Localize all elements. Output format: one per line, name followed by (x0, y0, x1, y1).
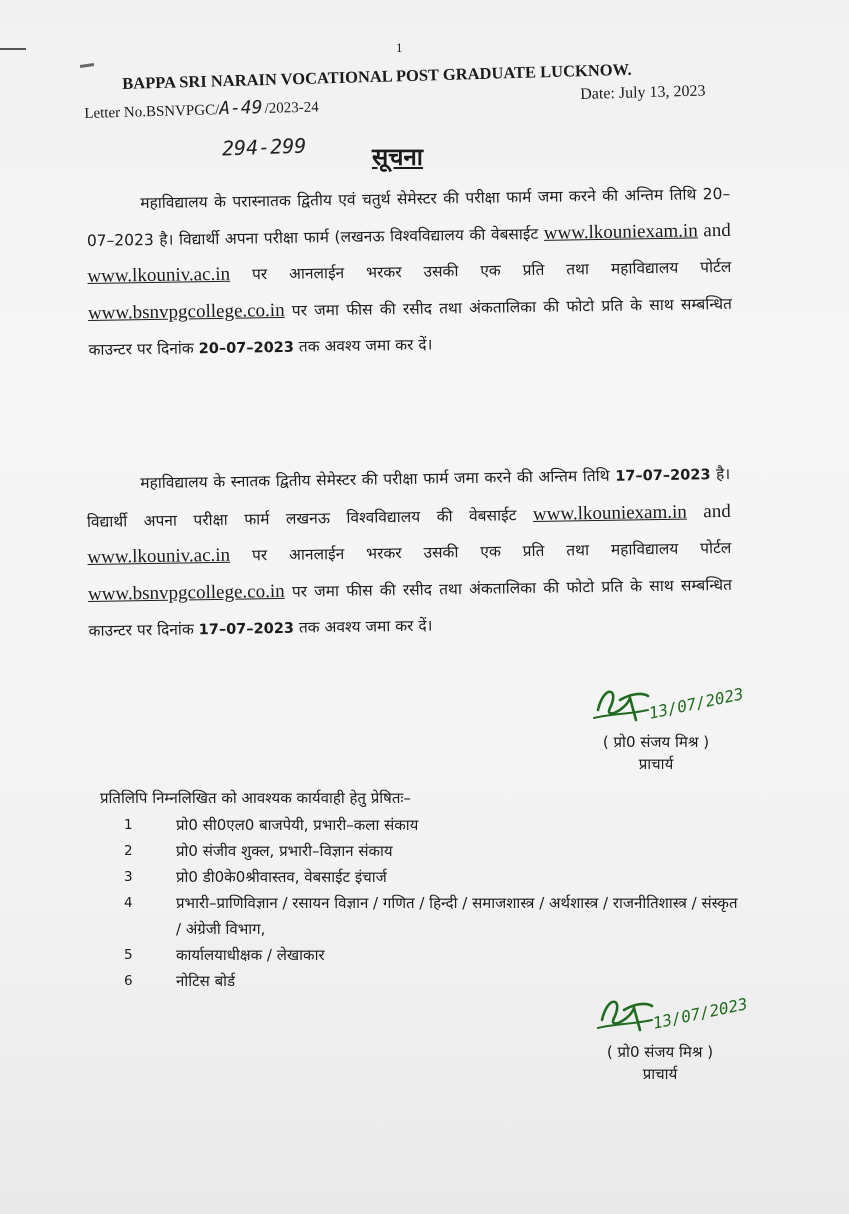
list-item-text: नोटिस बोर्ड (176, 972, 236, 990)
list-item-text: प्रो0 संजीव शुक्ल, प्रभारी–विज्ञान संकाय (176, 842, 393, 860)
link-lkouniv[interactable]: www.lkouniv.ac.in (87, 263, 231, 287)
signature (560, 990, 760, 1046)
paragraph-text: पर जमा फीस की रसीद तथा अंकतालिका की फोटो प्रति के साथ सम्बन्धित काउन्टर पर दिनांक (88, 575, 733, 640)
paragraph-text: महाविद्यालय के परास्नातक द्वितीय एवं चतुर्थ सेमेस्टर की परीक्षा फार्म जमा करने की अन्तिम तिथि 20–07–2023 है। विद्यार्थी अपना परीक्षा फार्म (लखनऊ विश्वविद्यालय की वेबसाईट (86, 184, 731, 250)
list-item-number: 4 (124, 895, 133, 911)
link-lkouniexam[interactable]: www.lkouniexam.in (543, 219, 698, 244)
paragraph-text: महाविद्यालय के स्नातक द्वितीय सेमेस्टर की परीक्षा फार्म जमा करने की अन्तिम तिथि (140, 466, 610, 493)
paragraph-text: तक अवश्य जमा कर दें। (298, 335, 433, 356)
copy-to-list (120, 812, 740, 994)
list-item-text: कार्यालयाधीक्षक / लेखाकार (176, 946, 325, 964)
paragraph-text: है। विद्यार्थी अपना परीक्षा फार्म लखनऊ विश्वविद्यालय की वेबसाईट (86, 464, 731, 531)
signatory-designation: प्राचार्य (638, 755, 674, 773)
signatory-name: ( प्रो0 संजय मिश्र ) (602, 733, 710, 751)
list-item-number: 1 (124, 817, 133, 833)
edge-mark (0, 48, 26, 50)
copy-to-heading: प्रतिलिपि निम्नलिखित को आवश्यक कार्यवाही हेतु प्रेषितः– (100, 789, 411, 807)
list-item (120, 812, 740, 838)
and-text: and (703, 219, 731, 241)
list-item-text: प्रो0 सी0एल0 बाजपेयी, प्रभारी–कला संकाय (176, 816, 419, 834)
link-lkouniexam[interactable]: www.lkouniexam.in (532, 501, 688, 525)
list-item (120, 942, 740, 968)
list-item-text: प्रो0 डी0के0श्रीवास्तव, वेबसाईट इंचार्ज (176, 868, 387, 886)
letter-date: Date: July 13, 2023 (580, 82, 706, 103)
college-name: BAPPA SRI NARAIN VOCATIONAL POST GRADUATE LUCKNOW. (122, 59, 632, 93)
letter-number (84, 95, 319, 123)
signature (556, 680, 756, 736)
letter-number-prefix: Letter No.BSNVPGC/ (84, 102, 220, 122)
handwritten-dispatch-number: 294-299 (221, 133, 307, 161)
signature-date: 13/07/2023 (647, 684, 746, 723)
paragraph-text: तक अवश्य जमा कर दें। (298, 616, 433, 637)
signature-block (560, 990, 760, 1084)
letter-number-handwritten: A-49 (218, 97, 263, 120)
signatory-name: ( प्रो0 संजय मिश्र ) (606, 1043, 714, 1061)
list-item (120, 890, 740, 942)
signature-block (556, 680, 756, 774)
notice-title: सूचना (372, 143, 423, 171)
deadline-date: 17–07–2023 (615, 467, 711, 485)
list-item (120, 838, 740, 864)
paragraph-text: पर आनलाईन भरकर उसकी एक प्रति तथा महाविद्यालय पोर्टल (251, 538, 732, 565)
notice-paragraph-1 (86, 176, 733, 370)
letter-number-suffix: /2023-24 (264, 99, 319, 117)
signatory-designation: प्राचार्य (642, 1065, 678, 1083)
page-number: 1 (396, 40, 403, 55)
list-item-number: 5 (124, 947, 133, 963)
list-item-text: प्रभारी–प्राणिविज्ञान / रसायन विज्ञान / गणित / हिन्दी / समाजशास्त्र / अर्थशास्त्र / राजनीतिशास्त्र / संस्कृत / अंग्रेजी विभाग, (176, 894, 738, 938)
edge-mark (80, 63, 94, 68)
deadline-date: 20–07–2023 (198, 339, 295, 358)
link-bsnvpgcollege[interactable]: www.bsnvpgcollege.co.in (87, 299, 285, 324)
notice-paragraph-2 (86, 456, 733, 651)
signature-date: 13/07/2023 (651, 994, 750, 1033)
and-text: and (703, 500, 731, 522)
deadline-date: 17–07–2023 (198, 620, 295, 639)
list-item (120, 864, 740, 890)
paragraph-text: पर जमा फीस की रसीद तथा अंकतालिका की फोटो प्रति के साथ सम्बन्धित काउन्टर पर दिनांक (88, 294, 733, 359)
paragraph-text: पर आनलाईन भरकर उसकी एक प्रति तथा महाविद्यालय पोर्टल (251, 257, 732, 284)
list-item-number: 2 (124, 843, 133, 859)
list-item-number: 3 (124, 869, 133, 885)
link-bsnvpgcollege[interactable]: www.bsnvpgcollege.co.in (87, 580, 285, 605)
list-item-number: 6 (124, 973, 133, 989)
link-lkouniv[interactable]: www.lkouniv.ac.in (87, 544, 231, 568)
